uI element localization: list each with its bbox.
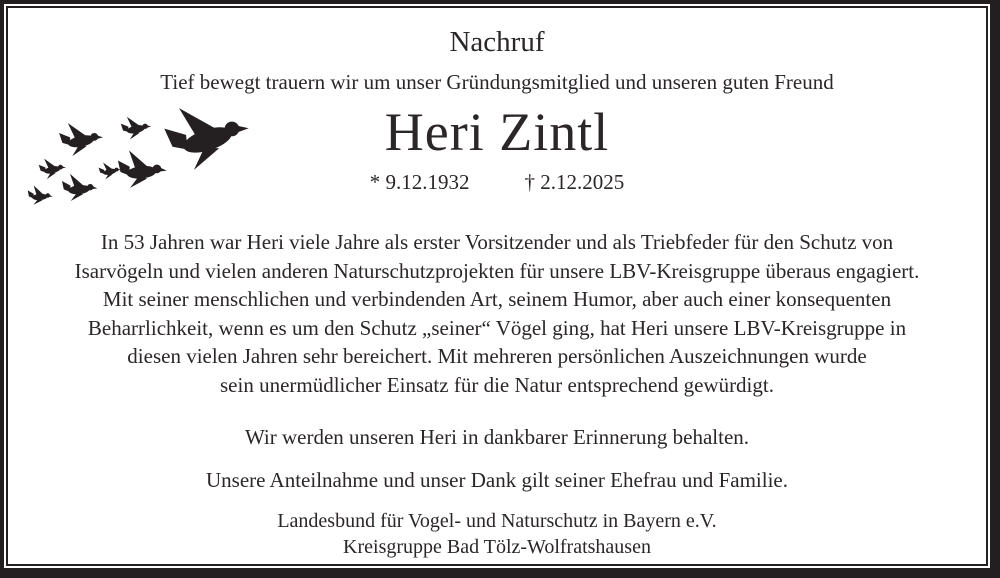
paragraph-line: sein unermüdlicher Einsatz für die Natur entsprechend gewürdigt.	[220, 372, 774, 397]
organization-name: Landesbund für Vogel- und Naturschutz in Bayern e.V.	[277, 510, 717, 532]
paragraph-line: Beharrlichkeit, wenn es um den Schutz „seiner“ Vögel ging, hat Heri unsere LBV-Kreisgruppe in	[87, 315, 907, 340]
frame-mat	[4, 4, 990, 568]
birth-date: * 9.12.1932	[369, 170, 470, 194]
condolence-line: Unsere Anteilnahme und unser Dank gilt seiner Ehefrau und Familie.	[205, 468, 788, 492]
obituary-paragraph	[8, 228, 986, 399]
paragraph-line: Mit seiner menschlichen und verbindenden Art, seinem Humor, aber auch einer konsequenten	[102, 287, 892, 311]
paragraph-line: Isarvögeln und vielen anderen Naturschutzprojekten für unsere LBV-Kreisgruppe überaus engagiert.	[74, 258, 920, 283]
life-dates	[8, 169, 986, 195]
death-date: † 2.12.2025	[524, 170, 625, 194]
notice-title: Nachruf	[449, 26, 545, 58]
deceased-name: Heri Zintl	[384, 102, 610, 162]
remembrance-line: Wir werden unseren Heri in dankbarer Erinnerung behalten.	[244, 425, 750, 449]
intro-line: Tief bewegt trauern wir um unser Gründungsmitglied und unseren guten Freund	[160, 70, 834, 94]
organization-block	[8, 508, 986, 560]
paragraph-line: In 53 Jahren war Heri viele Jahre als erster Vorsitzender und als Triebfeder für den Schutz von	[100, 230, 894, 254]
paragraph-line: diesen vielen Jahren sehr bereichert. Mit mehreren persönlichen Auszeichnungen wurde	[127, 344, 867, 368]
notice-body	[6, 6, 988, 566]
organization-chapter: Kreisgruppe Bad Tölz-Wolfratshausen	[343, 536, 651, 558]
